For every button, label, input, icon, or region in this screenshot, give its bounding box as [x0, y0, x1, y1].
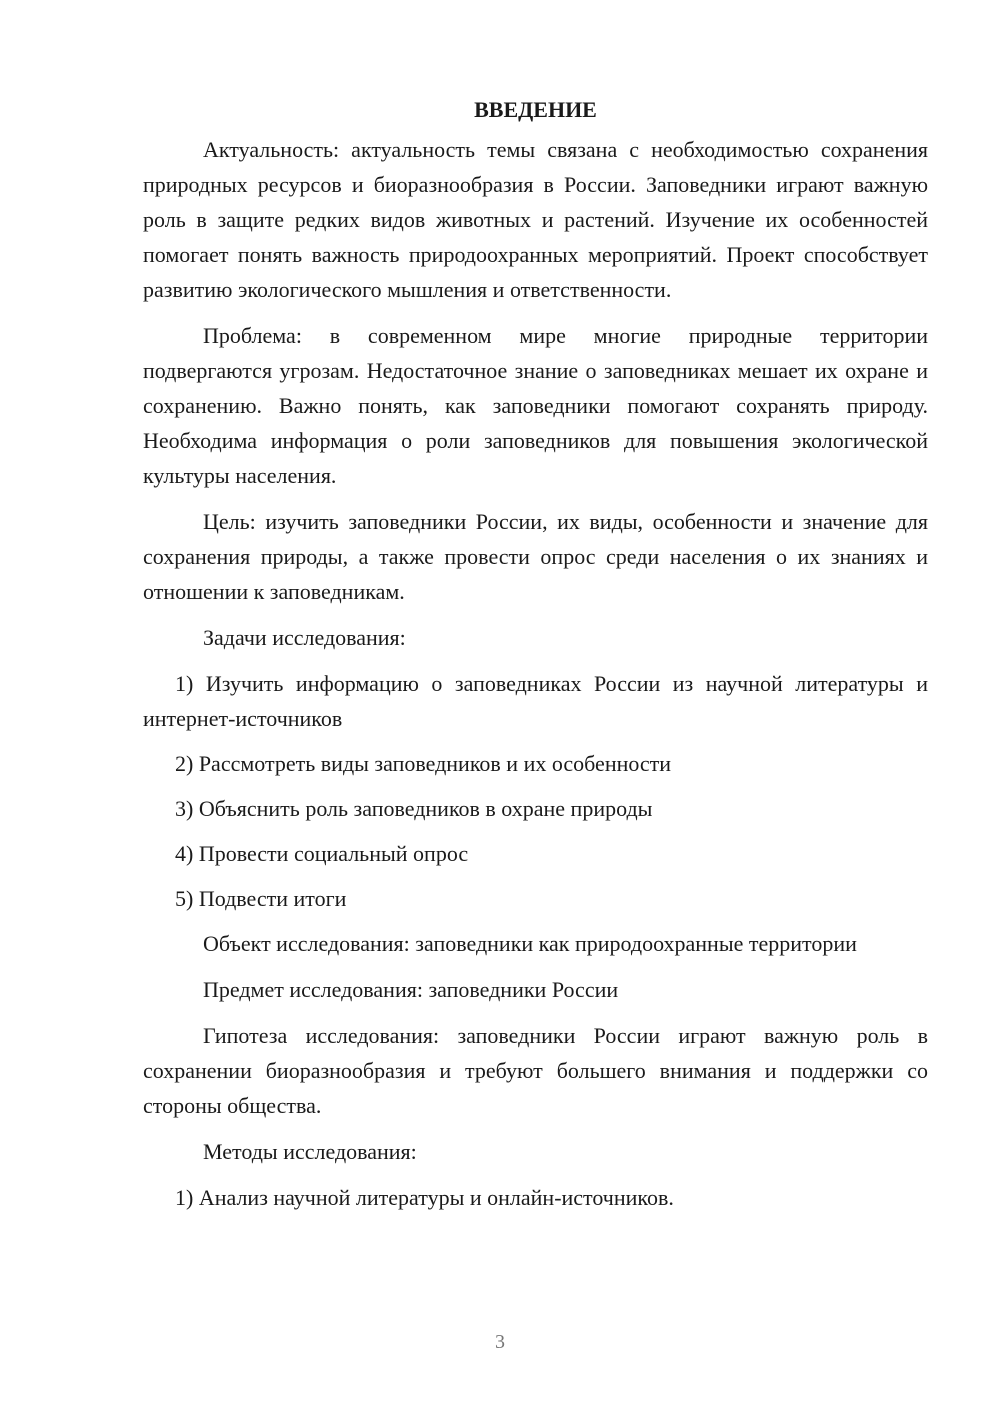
problem-paragraph: Проблема: в современном мире многие природные территории подвергаются угрозам. Недостаточное знание о заповедниках мешает их охране и сохранению. Важно понять, как заповедники помогают сохранять природу. Необходима информация о роли заповедников для повышения экологической культуры населения.: [143, 323, 928, 488]
hypothesis-paragraph: Гипотеза исследования: заповедники России играют важную роль в сохранении биоразнообразия и требуют большего внимания и поддержки со стороны общества.: [143, 1023, 928, 1118]
tasks-heading: Задачи исследования:: [203, 625, 406, 650]
section-title: ВВЕДЕНИЕ: [474, 97, 597, 122]
method-item: 1) Анализ научной литературы и онлайн-источников.: [175, 1185, 674, 1210]
object-paragraph: Объект исследования: заповедники как природоохранные территории: [203, 931, 857, 956]
task-item: 4) Провести социальный опрос: [175, 841, 469, 866]
task-item: 3) Объяснить роль заповедников в охране природы: [175, 796, 653, 821]
page-number: 3: [495, 1331, 505, 1353]
methods-heading: Методы исследования:: [203, 1139, 417, 1164]
goal-paragraph: Цель: изучить заповедники России, их виды, особенности и значение для сохранения природы, а также провести опрос среди населения о их знаниях и отношении к заповедникам.: [143, 509, 928, 604]
task-item: 2) Рассмотреть виды заповедников и их особенности: [175, 751, 672, 776]
task-item: 5) Подвести итоги: [175, 886, 347, 911]
relevance-paragraph: Актуальность: актуальность темы связана с необходимостью сохранения природных ресурсов и биоразнообразия в России. Заповедники играют важную роль в защите редких видов животных и растений. Изучение их особенностей помогает понять важность природоохранных мероприятий. Проект способствует развитию экологического мышления и ответственности.: [143, 137, 928, 302]
subject-paragraph: Предмет исследования: заповедники России: [203, 977, 619, 1002]
task-item: 1) Изучить информацию о заповедниках России из научной литературы и интернет-источников: [143, 671, 928, 731]
document-page: [143, 92, 928, 1225]
